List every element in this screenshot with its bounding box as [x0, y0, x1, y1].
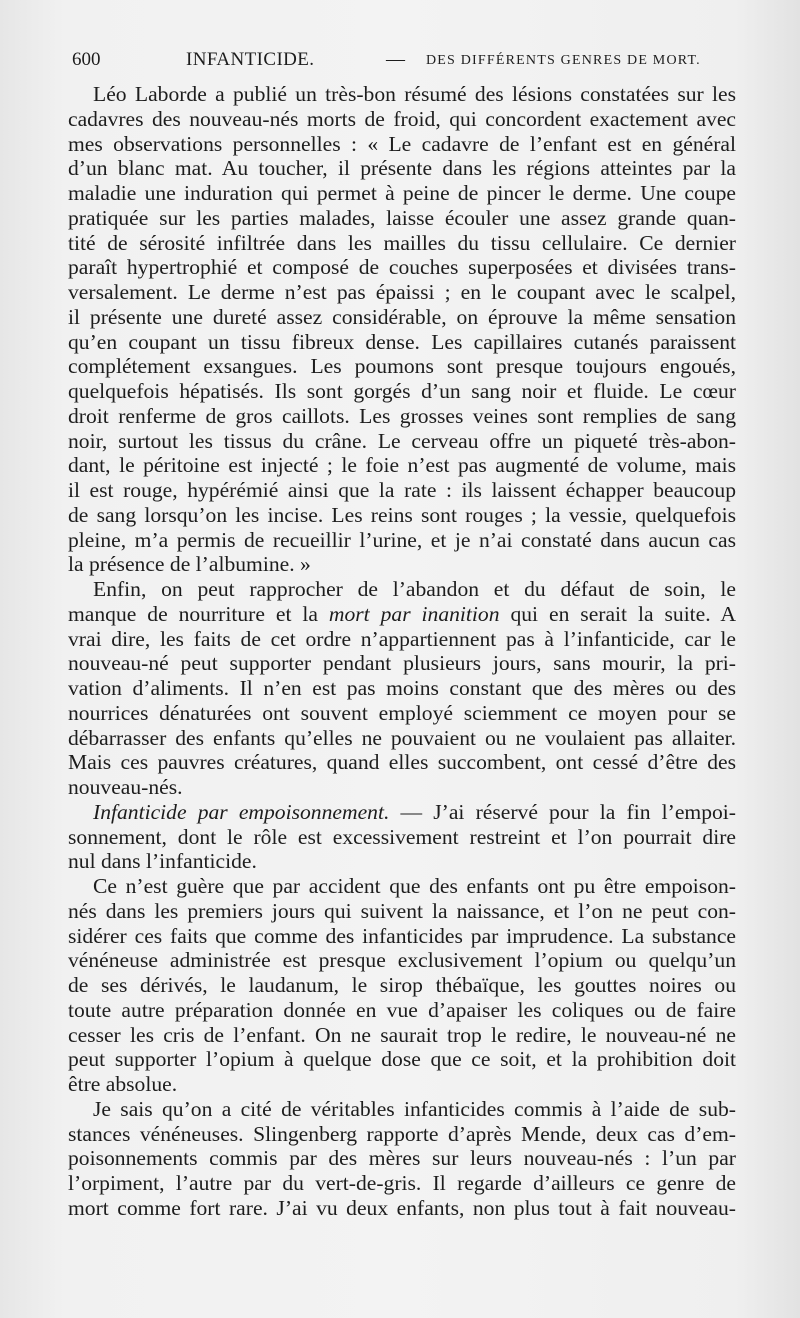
- text-line: il présente une dureté assez considérable, on éprouve la même sensation: [68, 304, 736, 329]
- text-line: de ses dérivés, le laudanum, le sirop thébaïque, les gouttes noires ou: [68, 973, 736, 997]
- text-line: Je sais qu’on a cité de véritables infanticides commis à l’aide de sub-: [93, 1096, 736, 1121]
- text-line: sonnement, dont le rôle est excessivement restreint et l’on pourrait dire: [68, 824, 736, 849]
- text-line: nés dans les premiers jours qui suivent la naissance, et l’on ne peut con-: [68, 898, 736, 923]
- text-line: pleine, m’a permis de recueillir l’urine, et je n’ai constaté dans aucun cas: [68, 527, 736, 552]
- running-head: [70, 46, 740, 74]
- text-line: paraît hypertrophié et composé de couches superposées et divisées trans-: [68, 255, 736, 280]
- running-head-dash: —: [386, 49, 405, 70]
- text-line: droit renferme de gros caillots. Les grosses veines sont remplies de sang: [68, 403, 736, 428]
- text-line: Léo Laborde a publié un très-bon résumé des lésions constatées sur les: [93, 82, 736, 106]
- text-line: il est rouge, hypérémié ainsi que la rate : ils laissent échapper beaucoup: [68, 478, 736, 502]
- text-line: mes observations personnelles : « Le cadavre de l’enfant est en général: [68, 131, 736, 156]
- text-line: sidérer ces faits que comme des infanticides par imprudence. La substance: [68, 923, 736, 948]
- text-line: vrai dire, les faits de cet ordre n’appartiennent pas à l’infanticide, car le: [68, 626, 736, 651]
- text-line: la présence de l’albumine. »: [68, 552, 311, 577]
- text-line: être absolue.: [68, 1072, 178, 1096]
- text-line: pratiquée sur les parties malades, laisse écouler une assez grande quan-: [68, 205, 736, 230]
- section-heading: Infanticide par empoisonnement.: [93, 799, 390, 824]
- text-line: toute autre préparation donnée en vue d’apaiser les coliques ou de faire: [68, 997, 736, 1022]
- running-subtitle: DES DIFFÉRENTS GENRES DE MORT.: [426, 53, 701, 68]
- text-line: Ce n’est guère que par accident que des enfants ont pu être empoison-: [93, 874, 736, 898]
- text-line: tité de sérosité infiltrée dans les mailles du tissu cellulaire. Ce dernier: [68, 230, 736, 255]
- text-line: quelquefois hépatisés. Ils sont gorgés d’un sang noir et fluide. Le cœur: [68, 379, 736, 403]
- text-line: complétement exsangues. Les poumons sont presque toujours engoués,: [68, 354, 736, 379]
- text-line: cadavres des nouveau-nés morts de froid, qui concordent exactement avec: [68, 106, 736, 131]
- text-line: Mais ces pauvres créatures, quand elles succombent, ont cessé d’être des: [68, 750, 736, 775]
- section-heading-line: [68, 800, 736, 825]
- text-line: débarrasser des enfants qu’elles ne pouvaient ou ne voulaient pas allaiter.: [68, 725, 736, 750]
- text-line: vénéneuse administrée est presque exclusivement l’opium ou quelqu’un: [68, 948, 736, 973]
- text-line: nouveau-nés.: [68, 775, 183, 799]
- text-line: poisonnements commis par des mères sur leurs nouveau-nés : l’un par: [68, 1146, 736, 1171]
- text-line: Enfin, on peut rapprocher de l’abandon et du défaut de soin, le: [93, 577, 736, 601]
- text-line-with-italic: [68, 602, 736, 627]
- text-line: stances vénéneuses. Slingenberg rapporte d’après Mende, deux cas d’em-: [68, 1121, 736, 1146]
- text-line: noir, surtout les tissus du crâne. Le cerveau offre un piqueté très-abon-: [68, 428, 736, 453]
- text-line: maladie une induration qui permet à peine de pincer le derme. Une coupe: [68, 181, 736, 205]
- text-segment: manque de nourriture et la: [68, 601, 329, 626]
- text-line: l’orpiment, l’autre par du vert-de-gris. Il regarde d’ailleurs ce genre de: [68, 1171, 736, 1195]
- italic-phrase: mort par inanition: [328, 601, 500, 626]
- text-line: mort comme fort rare. J’ai vu deux enfants, non plus tout à fait nouveau-: [68, 1195, 736, 1220]
- text-segment: qui en serait la suite. A: [499, 601, 736, 626]
- text-line: vation d’aliments. Il n’en est pas moins constant que des mères ou des: [68, 676, 736, 700]
- text-line: dant, le péritoine est injecté ; le foie n’est pas augmenté de volume, mais: [68, 453, 736, 478]
- running-title: INFANTICIDE.: [186, 49, 315, 70]
- text-line: de sang lorsqu’on les incise. Les reins sont rouges ; la vessie, quelquefois: [68, 502, 736, 527]
- text-line: qu’en coupant un tissu fibreux dense. Les capillaires cutanés paraissent: [68, 329, 736, 354]
- text-line: nouveau-né peut supporter pendant plusieurs jours, sans mourir, la pri-: [68, 651, 736, 676]
- text-line: nul dans l’infanticide.: [68, 849, 257, 874]
- text-line: d’un blanc mat. Au toucher, il présente dans les régions atteintes par la: [68, 156, 736, 181]
- text-line: peut supporter l’opium à quelque dose que ce soit, et la prohibition doit: [68, 1047, 736, 1072]
- text-line: cesser les cris de l’enfant. On ne saurait trop le redire, le nouveau-né ne: [68, 1022, 736, 1047]
- page-number: 600: [72, 49, 101, 70]
- text-line: nourrices dénaturées ont souvent employé sciemment ce moyen pour se: [68, 700, 736, 725]
- text-line: versalement. Le derme n’est pas épaissi ; en le coupant avec le scalpel,: [68, 280, 736, 304]
- text-segment: — J’ai réservé pour la fin l’empoi-: [389, 799, 736, 824]
- body-text: [68, 82, 736, 1221]
